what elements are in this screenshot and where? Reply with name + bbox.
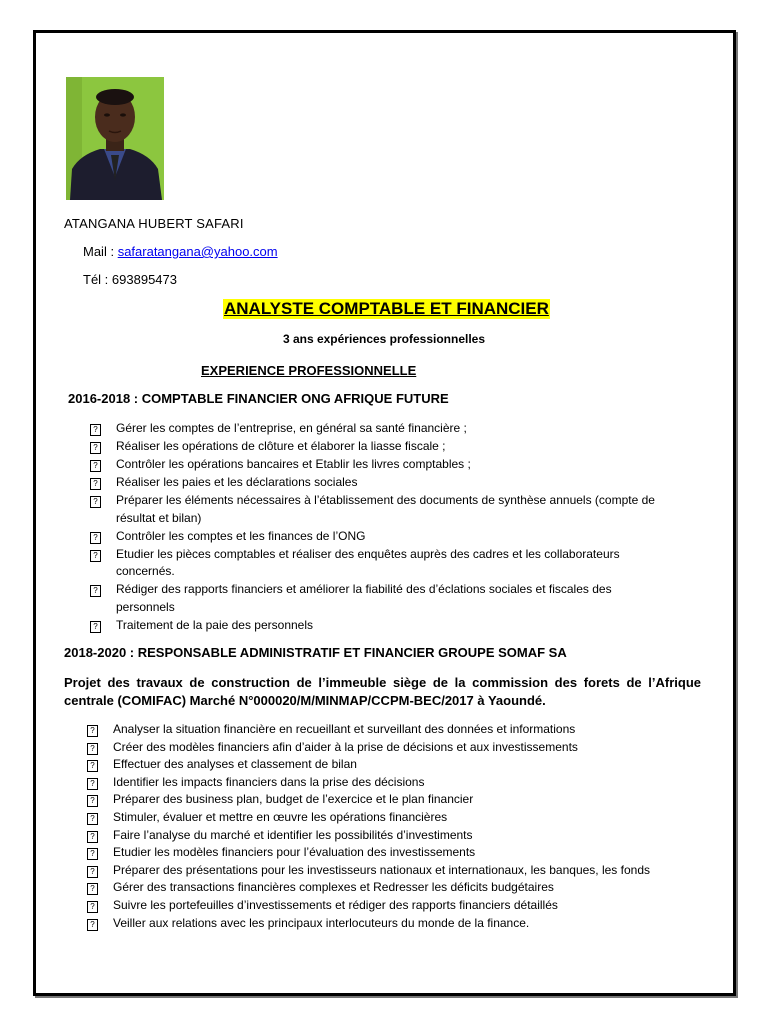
task-text: Identifier les impacts financiers dans la prise des décisions	[113, 774, 425, 789]
list-item	[87, 774, 697, 792]
job2-heading: 2018-2020 : RESPONSABLE ADMINISTRATIF ET FINANCIER GROUPE SOMAF SA	[64, 645, 567, 660]
missing-glyph-bullet-icon: ?	[87, 778, 98, 790]
task-text: Préparer des business plan, budget de l’exercice et le plan financier	[113, 792, 474, 807]
job1-task-list	[90, 420, 660, 635]
task-text: Réaliser les paies et les déclarations sociales	[116, 474, 358, 489]
list-item	[87, 844, 697, 862]
list-item	[87, 756, 697, 774]
list-item	[87, 879, 697, 897]
list-item	[87, 915, 697, 933]
missing-glyph-bullet-icon: ?	[87, 831, 98, 843]
task-text: Faire l’analyse du marché et identifier les possibilités d’investiments	[113, 827, 473, 842]
missing-glyph-bullet-icon: ?	[90, 496, 101, 508]
profile-photo	[66, 77, 164, 200]
task-text: Veiller aux relations avec les principaux interlocuteurs du monde de la finance.	[113, 915, 530, 930]
missing-glyph-bullet-icon: ?	[90, 532, 101, 544]
missing-glyph-bullet-icon: ?	[87, 760, 98, 772]
list-item	[87, 809, 697, 827]
section-title: EXPERIENCE PROFESSIONNELLE	[201, 363, 417, 378]
list-item	[87, 897, 697, 915]
list-item	[90, 456, 660, 474]
list-item	[90, 581, 660, 616]
list-item	[90, 528, 660, 546]
list-item	[87, 862, 697, 880]
task-text: Rédiger des rapports financiers et améliorer la fiabilité des d’éclations sociales et fiscales des personnels	[116, 582, 612, 614]
mail-label: Mail :	[83, 244, 115, 259]
list-item	[90, 420, 660, 438]
tel-value: 693895473	[111, 272, 177, 287]
missing-glyph-bullet-icon: ?	[87, 901, 98, 913]
missing-glyph-bullet-icon: ?	[87, 848, 98, 860]
list-item	[87, 721, 697, 739]
task-text: Contrôler les comptes et les finances de l’ONG	[116, 528, 366, 543]
job-title: ANALYSTE COMPTABLE ET FINANCIER	[224, 299, 549, 318]
missing-glyph-bullet-icon: ?	[90, 585, 101, 597]
task-text: Réaliser les opérations de clôture et élaborer la liasse fiscale ;	[116, 438, 446, 453]
task-text: Contrôler les opérations bancaires et Etablir les livres comptables ;	[116, 456, 471, 471]
list-item	[87, 739, 697, 757]
list-item	[90, 492, 660, 527]
task-text: Préparer les éléments nécessaires à l’établissement des documents de synthèse annuels (compte de résultat et bilan)	[116, 492, 655, 525]
task-text: Etudier les modèles financiers pour l’évaluation des investissements	[113, 845, 476, 860]
list-item	[90, 546, 660, 581]
missing-glyph-bullet-icon: ?	[90, 442, 101, 454]
missing-glyph-bullet-icon: ?	[90, 550, 101, 562]
missing-glyph-bullet-icon: ?	[87, 813, 98, 825]
candidate-name: ATANGANA HUBERT SAFARI	[64, 216, 244, 231]
missing-glyph-bullet-icon: ?	[90, 478, 101, 490]
job2-project-description: Projet des travaux de construction de l’immeuble siège de la commission des forets de l’Afrique centrale (COMIFAC) Marché N°000020/M/MINMAP/CCPM-BEC/2017 à Yaoundé.	[64, 675, 701, 708]
job2-task-list	[87, 721, 697, 932]
list-item	[87, 791, 697, 809]
missing-glyph-bullet-icon: ?	[90, 460, 101, 472]
missing-glyph-bullet-icon: ?	[87, 866, 98, 878]
task-text: Traitement de la paie des personnels	[116, 617, 314, 632]
task-text: Effectuer des analyses et classement de bilan	[113, 757, 357, 772]
missing-glyph-bullet-icon: ?	[87, 725, 98, 737]
missing-glyph-bullet-icon: ?	[90, 621, 101, 633]
list-item	[87, 827, 697, 845]
contact-mail	[83, 244, 278, 259]
list-item	[90, 438, 660, 456]
task-text: Gérer des transactions financières complexes et Redresser les déficits budgétaires	[113, 880, 554, 895]
missing-glyph-bullet-icon: ?	[87, 919, 98, 931]
contact-phone	[83, 272, 177, 287]
list-item	[90, 617, 660, 635]
task-text: Gérer les comptes de l’entreprise, en général sa santé financière ;	[116, 421, 467, 435]
email-link[interactable]: safaratangana@yahoo.com	[117, 244, 278, 259]
task-text: Analyser la situation financière en recueillant et surveillant des données et informations	[113, 722, 576, 736]
task-text: Préparer des présentations pour les investisseurs nationaux et internationaux, les banques, les fonds	[113, 862, 650, 877]
person-portrait-image	[66, 77, 164, 200]
missing-glyph-bullet-icon: ?	[87, 883, 98, 895]
tel-label: Tél :	[83, 272, 109, 287]
task-text: Stimuler, évaluer et mettre en œuvre les opérations financières	[113, 809, 448, 824]
missing-glyph-bullet-icon: ?	[87, 795, 98, 807]
task-text: Créer des modèles financiers afin d’aider à la prise de décisions et aux investissements	[113, 739, 578, 754]
experience-years: 3 ans expériences professionnelles	[282, 332, 486, 346]
task-text: Suivre les portefeuilles d’investissements et rédiger des rapports financiers détaillés	[113, 897, 558, 912]
missing-glyph-bullet-icon: ?	[90, 424, 101, 436]
list-item	[90, 474, 660, 492]
task-text: Etudier les pièces comptables et réaliser des enquêtes auprès des cadres et les collaborateurs concernés.	[116, 546, 620, 579]
job1-heading: 2016-2018 : COMPTABLE FINANCIER ONG AFRIQUE FUTURE	[68, 391, 449, 406]
missing-glyph-bullet-icon: ?	[87, 743, 98, 755]
